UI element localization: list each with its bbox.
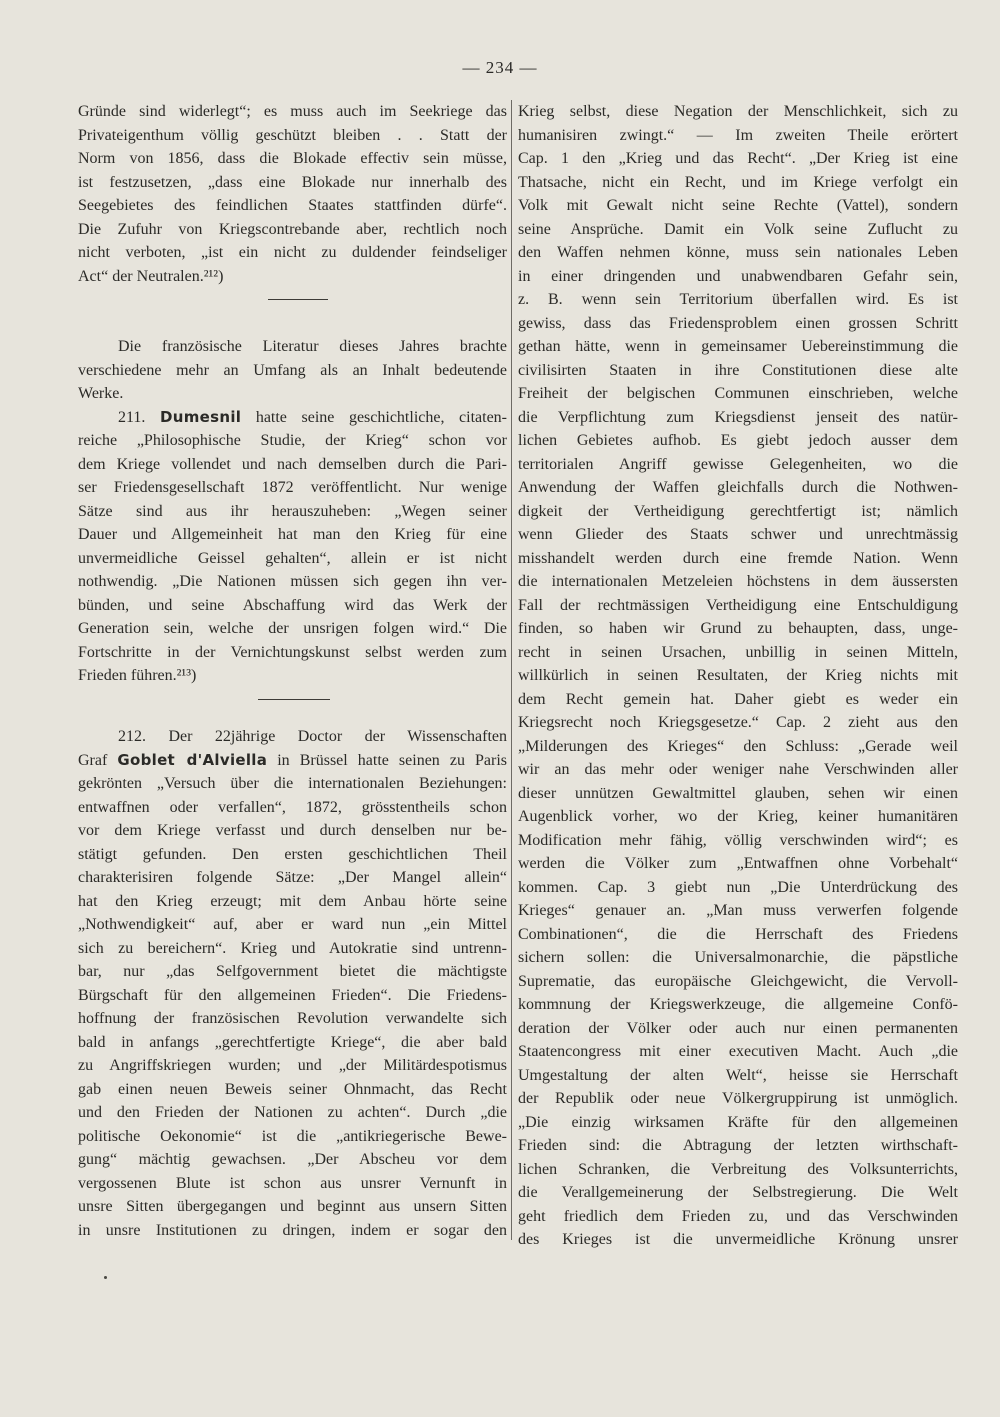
text-line: ist festzusetzen, „dass eine Blokade nur innerhalb des bbox=[78, 173, 507, 191]
text-line: sichern sollen: die Universalmonarchie, die päpstliche bbox=[518, 949, 958, 966]
text-line: Seegebietes des feindlichen Staates stattfinden dürfe“. bbox=[78, 197, 507, 214]
text-line: z. B. wenn sein Territorium überfallen wird. Es ist bbox=[518, 291, 958, 308]
author-name: Goblet d'Alviella bbox=[117, 750, 268, 769]
paragraph-number: 211. bbox=[118, 408, 160, 426]
text-line: lichen Gebietes aufhob. Es giebt jedoch ausser dem bbox=[518, 432, 958, 449]
text-line: reiche „Philosophische Studie, der Krieg“ schon vor bbox=[78, 432, 507, 449]
text-line: Volk mit Gewalt nicht seine Rechte (Vattel), sondern bbox=[518, 197, 958, 214]
text-line: civilisirten Staaten in ihre Constitutionen diese alte bbox=[518, 361, 958, 379]
text-line: wenn Glieder des Staats schwer und unrechtmässig bbox=[518, 526, 958, 543]
text-line: Staatencongress mit einer executiven Macht. Auch „die bbox=[518, 1043, 958, 1060]
text-fragment: hatte seine geschichtliche, citaten- bbox=[241, 408, 508, 426]
text-line: verschiedene mehr an Umfang als an Inhalt bedeutende bbox=[78, 361, 507, 379]
text-line: die Verpflichtung zum Kriegsdienst jenseit des natür- bbox=[518, 408, 958, 426]
ink-speck bbox=[104, 1276, 107, 1279]
text-line: Generation sein, welche der unsrigen folgen wird.“ Die bbox=[78, 620, 507, 637]
text-line: vergossenen Blute ist schon aus unsrer Vernunft in bbox=[78, 1174, 507, 1192]
text-line: Privateigenthum völlig geschützt bleiben . . Statt der bbox=[78, 126, 507, 144]
text-line: dieser unnützen Gewaltmittel glauben, sehen wir einen bbox=[518, 784, 958, 802]
text-line: Sätze sind aus ihr herauszuheben: „Wegen seiner bbox=[78, 502, 507, 520]
text-line: Gründe sind widerlegt“; es muss auch im Seekriege das bbox=[78, 103, 507, 120]
text-line: finden, so haben wir Grund zu behaupten, dass, unge- bbox=[518, 620, 958, 637]
text-line: und den Frieden der Nationen zu achten“. Durch „die bbox=[78, 1104, 507, 1121]
text-line: Krieg selbst, diese Negation der Menschlichkeit, sich zu bbox=[518, 103, 958, 120]
text-line: willkürlich in seinen Resultaten, der Krieg nichts mit bbox=[518, 667, 958, 684]
text-line: Combinationen“, die die Herrschaft des Friedens bbox=[518, 925, 958, 943]
text-line: 212. Der 22jährige Doctor der Wissenschaften bbox=[118, 728, 507, 745]
text-line: bünden, und seine Abschaffung wird das Werk der bbox=[78, 596, 507, 614]
text-line: kommnung der Kriegswerkzeuge, die allgemeine Confö- bbox=[518, 996, 958, 1013]
page-number: — 234 — bbox=[462, 58, 538, 77]
column-divider bbox=[511, 100, 512, 1240]
text-line: Thatsache, nicht ein Recht, und im Kriege verfolgt ein bbox=[518, 173, 958, 191]
text-line: Act“ der Neutralen.²¹²) bbox=[78, 267, 224, 285]
text-fragment: Graf bbox=[78, 751, 118, 769]
text-line: digkeit der Vertheidigung gerechtfertigt ist; nämlich bbox=[518, 502, 958, 520]
section-rule bbox=[78, 688, 507, 712]
text-line: geht friedlich dem Frieden zu, und das Verschwinden bbox=[518, 1207, 958, 1225]
section-rule bbox=[78, 288, 507, 312]
text-line: Bürgschaft für den allgemeinen Frieden“. Die Friedens- bbox=[78, 986, 507, 1004]
text-line: die internationalen Metzeleien höchstens in dem äussersten bbox=[518, 573, 958, 590]
text-line: in einer dringenden und unabwendbaren Gefahr sein, bbox=[518, 267, 958, 285]
text-line: bald in anfangs „gerechtfertigte Kriege“, die aber bald bbox=[78, 1033, 507, 1051]
text-line: sich zu bereichern“. Krieg und Autokratie sind untrenn- bbox=[78, 939, 507, 957]
text-line: Anwendung der Waffen gleichfalls durch die Nothwen- bbox=[518, 479, 958, 496]
text-line: der Republik oder neue Völkergruppirung ist unmöglich. bbox=[518, 1090, 958, 1107]
text-line: Werke. bbox=[78, 385, 124, 402]
text-line: Krieges“ genauer an. „Man muss verwerfen folgende bbox=[518, 902, 958, 919]
text-line: kommen. Cap. 3 giebt nun „Die Unterdrückung des bbox=[518, 878, 958, 896]
text-line: Norm von 1856, dass die Blokade effectiv sein müsse, bbox=[78, 150, 507, 167]
text-line: vor dem Kriege verfasst und durch denselben nur be- bbox=[78, 822, 507, 839]
text-line: gekrönten „Versuch über die internationalen Beziehungen: bbox=[78, 775, 507, 792]
text-line: Fall der rechtmässigen Vertheidigung eine Entschuldigung bbox=[518, 596, 958, 614]
text-line: in unsre Institutionen zu dringen, indem er sogar den bbox=[78, 1221, 507, 1239]
text-line: Kriegsrecht noch Kriegsgesetze.“ Cap. 2 zieht aus den bbox=[518, 714, 958, 731]
text-line: den Waffen nehmen könne, muss sein nationales Leben bbox=[518, 244, 958, 261]
text-line: Frieden sind: die Abtragung der letzten wirthschaft- bbox=[518, 1137, 958, 1154]
text-line: Augenblick vorher, wo der Krieg, keiner humanitären bbox=[518, 808, 958, 825]
text-line: hat den Krieg erzeugt; mit dem Anbau hörte seine bbox=[78, 892, 507, 910]
text-line: „Die einzig wirksamen Kräfte für den allgemeinen bbox=[518, 1113, 958, 1131]
text-line: „Milderungen des Krieges“ den Schluss: „Gerade weil bbox=[518, 737, 958, 755]
text-line: Freiheit der belgischen Communen einschrieben, welche bbox=[518, 385, 958, 402]
text-line: Umgestaltung der alten Welt“, heisse sie Herrschaft bbox=[518, 1066, 958, 1084]
text-line: wir an das mehr oder weniger nahe Verschwinden aller bbox=[518, 761, 958, 778]
text-line: nicht verboten, „ist ein nicht zu duldender feindseliger bbox=[78, 244, 507, 261]
text-line: Die französische Literatur dieses Jahres brachte bbox=[118, 338, 507, 355]
text-line: dem Kriege vollendet und nach demselben durch die Pari- bbox=[78, 455, 507, 473]
text-fragment: in Brüssel hatte seinen zu Paris bbox=[267, 751, 508, 769]
text-line: dem Recht gemein hat. Daher giebt es weder ein bbox=[518, 690, 958, 708]
text-line: nothwendig. „Die Nationen müssen sich gegen ihn ver- bbox=[78, 573, 507, 590]
text-line: bar, nur „das Selfgovernment bietet die mächtigste bbox=[78, 963, 507, 980]
text-line: lichen Schranken, die Verbreitung des Volksunterrichts, bbox=[518, 1160, 958, 1178]
paragraph-212-second-line bbox=[78, 749, 507, 773]
text-line: unvermeidliche Geissel gehalten“, allein er ist nicht bbox=[78, 549, 507, 567]
text-line: Modification mehr fähig, völlig verschwinden wird“; es bbox=[518, 831, 958, 849]
text-line: gung“ mächtig gewachsen. „Der Abscheu vor dem bbox=[78, 1151, 507, 1168]
text-line: misshandelt werden durch eine fremde Nation. Wenn bbox=[518, 549, 958, 567]
text-line: Suprematie, das europäische Gleichgewicht, die Vervoll- bbox=[518, 972, 958, 990]
text-line: die Verallgemeinerung der Selbstregierung. Die Welt bbox=[518, 1184, 958, 1201]
text-line: stätigt gefunden. Den ersten geschichtlichen Theil bbox=[78, 845, 507, 863]
right-column bbox=[518, 100, 958, 1252]
text-line: gab einen neuen Beweis seiner Ohnmacht, das Recht bbox=[78, 1080, 507, 1098]
text-line: des Krieges ist die unvermeidliche Krönung unsrer bbox=[518, 1231, 958, 1248]
text-line: entwaffnen oder verfallen“, 1872, grösstentheils schon bbox=[78, 798, 507, 816]
text-line: recht in seinen Ursachen, unbillig in seinen Mitteln, bbox=[518, 643, 958, 661]
text-line: gethan hätte, wenn in gemeinsamer Uebereinstimmung die bbox=[518, 338, 958, 355]
author-name: Dumesnil bbox=[160, 407, 242, 426]
text-line: „Nothwendigkeit“ auf, aber er ward nun „ein Mittel bbox=[78, 916, 507, 933]
paragraph-211-first-line bbox=[78, 406, 507, 430]
text-line: zu Angriffskriegen wurden; und „der Militärdespotismus bbox=[78, 1057, 507, 1074]
text-line: gewiss, dass das Friedensproblem einen grossen Schritt bbox=[518, 314, 958, 332]
text-line: Dauer und Allgemeinheit hat man den Krieg für eine bbox=[78, 526, 507, 543]
left-column bbox=[78, 100, 507, 1242]
text-line: Die Zufuhr von Kriegscontrebande aber, rechtlich noch bbox=[78, 220, 507, 238]
text-line: charakterisiren folgende Sätze: „Der Mangel allein“ bbox=[78, 869, 507, 886]
text-line: Frieden führen.²¹³) bbox=[78, 667, 197, 684]
text-line: werden die Völker zum „Entwaffnen ohne Vorbehalt“ bbox=[518, 855, 958, 872]
text-line: humanisiren zwingt.“ — Im zweiten Theile erörtert bbox=[518, 126, 958, 144]
text-line: seine Ansprüche. Damit ein Volk seine Zuflucht zu bbox=[518, 220, 958, 238]
text-line: unsre Sitten übergegangen und beginnt aus unsern Sitten bbox=[78, 1198, 507, 1215]
text-line: Cap. 1 den „Krieg und das Recht“. „Der Krieg ist eine bbox=[518, 150, 958, 167]
text-line: Fortschritte in der Vernichtungskunst selbst werden zum bbox=[78, 643, 507, 661]
text-line: territorialen Angriff gewisse Gelegenheiten, wo die bbox=[518, 455, 958, 473]
text-line: politische Oekonomie“ ist die „antikriegerische Bewe- bbox=[78, 1127, 507, 1145]
text-line: ser Friedensgesellschaft 1872 veröffentlicht. Nur wenige bbox=[78, 479, 507, 496]
text-line: deration der Völker oder auch nur einen permanenten bbox=[518, 1019, 958, 1037]
text-line: hoffnung der französischen Revolution verwandelte sich bbox=[78, 1010, 507, 1027]
